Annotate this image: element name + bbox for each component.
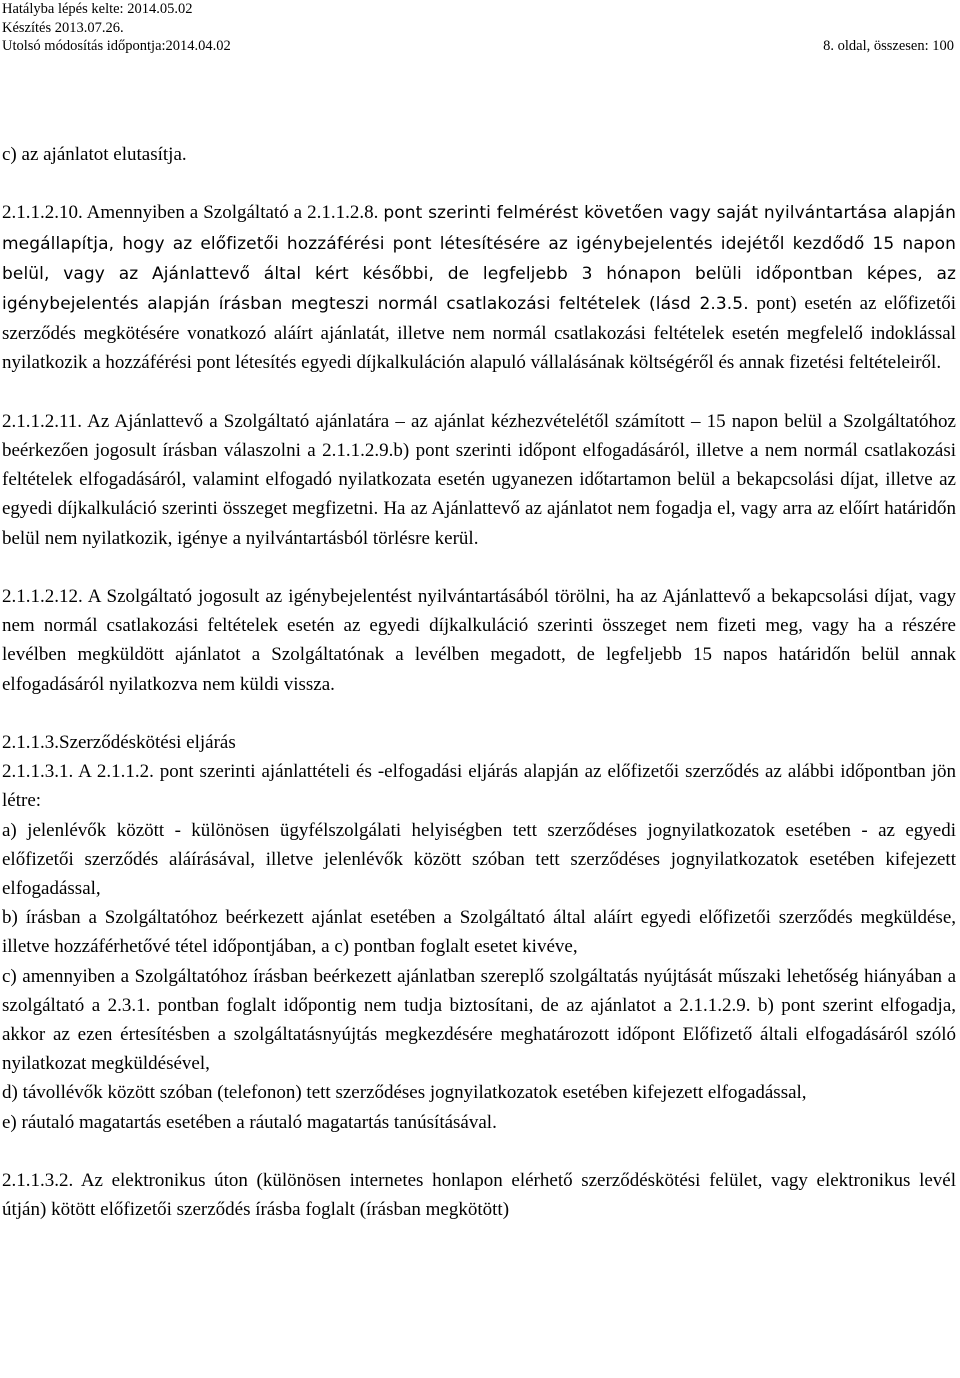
paragraph-2-end: pont) esetén az előfizetői szerződés megkötésére vonatkozó aláírt ajánlatát, illetve nem normál csatlakozási feltételek esetén megfelelő indoklással nyilatkozik a hozzáférési pont létesítés egyedi díjkalkuláción alapuló vállalásának költségéről és annak fizetési feltételeiről. [2, 293, 957, 374]
paragraph-2-1-1-3-1: 2.1.1.3.1. A 2.1.1.2. pont szerinti ajánlattételi és -elfogadási eljárás alapján az előfizetői szerződés az alábbi időpontban jön létre: [2, 761, 956, 812]
effective-date: Hatályba lépés kelte: 2014.05.02 [2, 1, 193, 17]
paragraph-2-1-1-2-11: 2.1.1.2.11. Az Ajánlattevő a Szolgáltató ajánlatára – az ajánlat kézhezvételétől számított – 15 napon belül a Szolgáltatóhoz beérkezően jogosult írásban válaszolni a 2.1.1.2.9.b) pont szerinti időpont elfogadásáról, illetve a nem normál csatlakozási feltételek elfogadásáról, valamint elfogadó nyilatkozata esetén ugyanezen időtartamon belül a bekapcsolási díjat, illetve az egyedi díjkalkuláció szerinti összeget megfizetni. Ha az Ajánlattevő az ajánlatot nem fogadja el, vagy arra az előírt határidőn belül nem nyilatkozik, igénye a nyilvántartásból törlésre kerül. [2, 410, 956, 549]
document-header [2, 0, 956, 56]
document-body [2, 140, 956, 1224]
page-indicator: 8. oldal, összesen: 100 [823, 38, 954, 54]
list-item-b: b) írásban a Szolgáltatóhoz beérkezett ajánlat esetében a Szolgáltató által aláírt egyedi előfizetői szerződés megküldése, illetve hozzáférhetővé tétel időpontjában, a c) pontban foglalt esetet kivéve, [2, 907, 956, 958]
paragraph-2-1-1-2-12: 2.1.1.2.12. A Szolgáltató jogosult az igénybejelentést nyilvántartásából törölni, ha az Ajánlattevő a bekapcsolási díjat, vagy nem normál csatlakozási feltételek esetén az egyedi díjkalkuláció szerinti összeget nem fizeti meg, vagy ha a részére levélben megküldött ajánlatot a Szolgáltatónak a levélben megadott, de legfeljebb 15 napos határidőn belül annak elfogadásáról nyilatkozva nem küldi vissza. [2, 586, 956, 695]
paragraph-1: c) az ajánlatot elutasítja. [2, 144, 187, 165]
list-item-a: a) jelenlévők között - különösen ügyfélszolgálati helyiségben tett szerződéses jognyilatkozatok esetében - az egyedi előfizetői szerződés aláírásával, illetve jelenlévők között szóban tett szerződéses jognyilatkozatok esetében kifejezett elfogadással, [2, 819, 956, 900]
creation-date: Készítés 2013.07.26. [2, 19, 124, 36]
section-heading-2-1-1-3: 2.1.1.3.Szerződéskötési eljárás [2, 732, 236, 753]
list-item-e: e) ráutaló magatartás esetében a ráutaló magatartás tanúsításával. [2, 1111, 497, 1133]
list-item-c: c) amennyiben a Szolgáltatóhoz írásban beérkezett ajánlatban szereplő szolgáltatás nyújtását műszaki lehetőség hiányában a szolgáltató a 2.3.1. pontban foglalt időpontig nem tudja biztosítani, de az ajánlatot a 2.1.1.2.9. b) pont szerint elfogadja, akkor az ezen értesítésben a szolgáltatásnyújtás megkezdésére meghatározott időpont Előfizető általi elfogadásáról szóló nyilatkozat megküldésével, [2, 965, 956, 1075]
paragraph-2-start: 2.1.1.2.10. Amennyiben a Szolgáltató a 2.1.1.2.8. [2, 202, 379, 224]
modification-date: Utolsó módosítás időpontja:2014.04.02 [2, 38, 231, 54]
list-item-d: d) távollévők között szóban (telefonon) tett szerződéses jognyilatkozatok esetében kifejezett elfogadással, [2, 1082, 807, 1104]
paragraph-2-1-1-3-2: 2.1.1.3.2. Az elektronikus úton (különösen internetes honlapon elérhető szerződéskötési felület, vagy elektronikus levél útján) kötött előfizetői szerződés írásba foglalt (írásban megkötött) [2, 1170, 956, 1221]
paragraph-2-1-1-2-10 [2, 198, 956, 377]
paragraph-2-middle: pont szerinti felmérést követően vagy saját nyilvántartása alapján megállapítja, hogy az előfizetői hozzáférési pont létesítésére az igénybejelentés idejétől kezdődő 15 napon belül, vagy az Ajánlattevő által kért későbbi, de legfeljebb 3 hónapon belüli időpontban képes, az igénybejelentés alapján írásban megteszi normál csatlakozási feltételek (lásd 2.3.5. [2, 203, 956, 314]
